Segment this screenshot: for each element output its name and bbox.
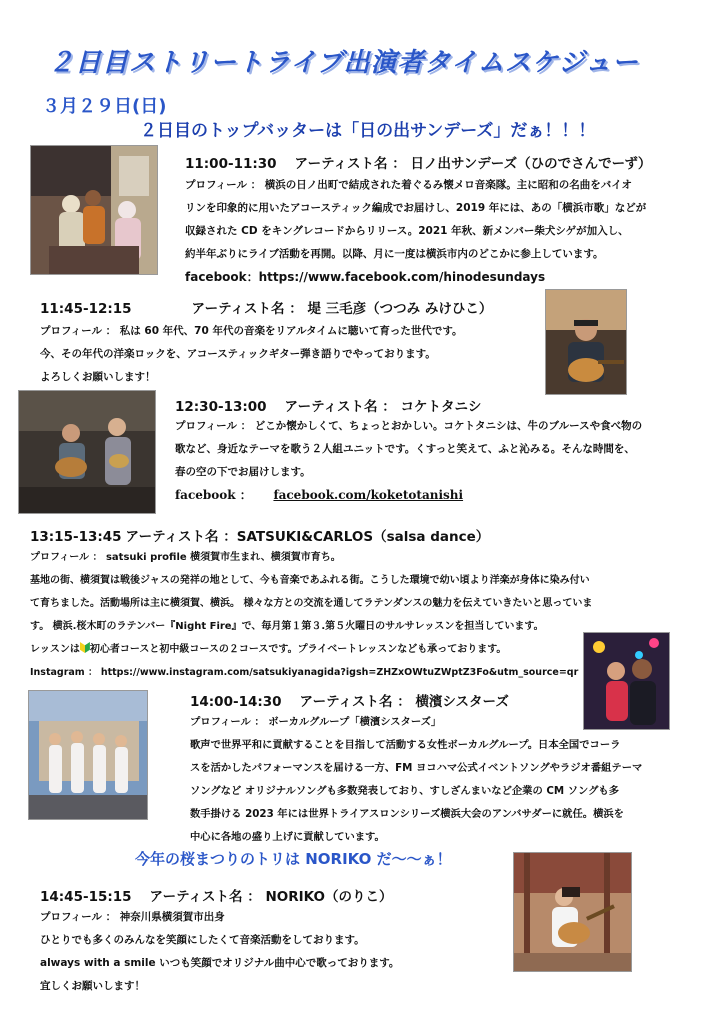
act-6-profile-line: always with a smile いつも笑顔でオリジナル曲中心で歌っております。 <box>40 957 400 969</box>
act-1-profile <box>185 174 646 289</box>
act-3-profile <box>175 415 642 507</box>
act-4-artist: アーティスト名 ：SATSUKI&CARLOS（salsa dance） <box>125 529 490 545</box>
act-6-time: 14:45-15:15 <box>40 889 132 905</box>
act-3-heading <box>175 395 481 415</box>
event-date: ３月２９日(日) <box>42 96 167 117</box>
photo-yokohama-sisters-art <box>29 691 147 819</box>
act-5-profile <box>190 711 642 849</box>
act-4-lesson-text: 初心者コースと初中級コースの２コースです。プライベートレッスンなども承っております。 <box>89 644 507 655</box>
act-5-profile-line: 中心に各地の盛り上げに貢献しています。 <box>190 831 385 843</box>
act-4-profile-line: プロフィール ： satsuki profile 横須賀市生まれ、横須賀市育ち。 <box>30 552 341 563</box>
photo-tsutsumi-mikehiko-art <box>546 290 626 394</box>
act-5-profile-line: 歌声で世界平和に貢献することを目指して活動する女性ボーカルグループ。日本全国でコーラ <box>190 739 621 751</box>
act-4-profile <box>30 546 592 684</box>
act-3-time: 12:30-13:00 <box>175 399 267 415</box>
photo-hinode-sundays-art <box>31 146 157 274</box>
act-2-profile <box>40 320 463 389</box>
finale-heading: 今年の桜まつりのトリは NORIKO だ～～ぁ！ <box>135 850 452 868</box>
act-5-profile-line: プロフィール ： ボーカルグループ「横濱シスターズ」 <box>190 716 442 728</box>
act-3-facebook-link[interactable]: facebook.com/koketotanishi <box>273 488 464 502</box>
act-2-time: 11:45-12:15 <box>40 301 132 317</box>
photo-yokohama-sisters <box>28 690 148 820</box>
act-4-profile-line: 基地の街、横須賀は戦後ジャスの発祥の地として、今も音楽であふれる街。こうした環境で幼い頃より洋楽が身体に染み付い <box>30 575 590 586</box>
act-1-profile-line: プロフィール ： 横浜の日ノ出町で結成された着ぐるみ懐メロ音楽隊。主に昭和の名曲をバイオ <box>185 179 632 191</box>
act-5-profile-line: ソングなど オリジナルソングも多数発表しており、すしざんまいなど企業の CM ソングも多 <box>190 785 620 797</box>
page-title: ２日目ストリートライブ出演者タイムスケジュー <box>48 48 639 78</box>
act-2-profile-line: よろしくお願いします！ <box>40 371 156 383</box>
act-5-heading <box>190 690 509 710</box>
act-3-facebook-label: facebook ： <box>175 488 252 502</box>
act-2-artist: アーティスト名 ： 堤 三毛彦（つつみ みけひこ） <box>191 301 493 317</box>
act-2-heading <box>40 297 492 317</box>
act-3-profile-line: 春の空の下でお届けします。 <box>175 466 311 478</box>
act-3-profile-line: プロフィール ： どこか懐かしくて、ちょっとおかしい。コケトタニシは、牛のブルースや食べ物の <box>175 420 643 432</box>
act-1-profile-line: リンを印象的に用いたアコースティック編成でお届けし、2019 年には、あの「横浜市歌」などが <box>185 202 647 214</box>
act-1-heading <box>185 152 651 172</box>
act-4-lesson-prefix: レッスンは <box>30 644 80 655</box>
act-5-profile-line: スを活かしたパフォーマンスを届ける一方、FM ヨコハマ公式イベントソングやラジオ番組テーマ <box>190 762 643 774</box>
act-1-facebook: facebook：https://www.facebook.com/hinodesundays <box>185 270 546 284</box>
act-4-profile-line: す。 横浜.桜木町のラテンバー『Night Fire』で、毎月第１第３.第５火曜日のサルサレッスンを担当しています。 <box>30 621 544 632</box>
act-5-time: 14:00-14:30 <box>190 694 282 710</box>
photo-koketotanishi <box>18 390 156 514</box>
act-6-profile-line: ひとりでも多くのみんなを笑顔にしたくて音楽活動をしております。 <box>40 934 365 946</box>
act-5-profile-line: 数手掛ける 2023 年には世界トライアスロンシリーズ横浜大会のアンバサダーに就任。横浜を <box>190 808 624 820</box>
act-3-profile-line: 歌など、身近なテーマを歌う２人組ユニットです。くすっと笑えて、ふと沁みる。そんな時間を、 <box>175 443 635 455</box>
photo-tsutsumi-mikehiko <box>545 289 627 395</box>
act-1-artist: アーティスト名 ： 日ノ出サンデーズ（ひのでさんでーず） <box>294 156 652 172</box>
act-5-artist: アーティスト名 ： 横濱シスターズ <box>299 694 509 710</box>
act-6-profile-line: プロフィール ： 神奈川県横須賀市出身 <box>40 911 225 923</box>
act-6-heading <box>40 885 393 905</box>
act-1-time: 11:00-11:30 <box>185 156 277 172</box>
act-4-heading <box>30 525 489 545</box>
act-2-profile-line: 今、その年代の洋楽ロックを、アコースティックギター弾き語りでやっております。 <box>40 348 436 360</box>
beginner-mark-icon <box>80 642 90 653</box>
act-6-artist: アーティスト名 ： NORIKO（のりこ） <box>149 889 393 905</box>
act-6-profile-line: 宜しくお願いします！ <box>40 980 145 992</box>
act-4-profile-line: て育ちました。活動場所は主に横須賀、横浜。 様々な方との交流を通してラテンダンスの魅力を伝えていきたいと思っていま <box>30 598 593 609</box>
act-1-profile-line: 約半年ぶりにライブ活動を再開。以降、月に一度は横浜市内のどこかに参上しています。 <box>185 248 604 260</box>
top-batter-heading: ２日目のトップバッターは「日の出サンデーズ」だぁ！！！ <box>140 121 596 141</box>
act-2-profile-line: プロフィール ： 私は 60 年代、70 年代の音楽をリアルタイムに聴いて育った世代です。 <box>40 325 463 337</box>
act-4-time: 13:15-13:45 <box>30 529 122 545</box>
act-1-profile-line: 収録された CD をキングレコードからリリース。2021 年秋、新メンバー柴犬シゲが加入し、 <box>185 225 629 237</box>
photo-noriko <box>513 852 632 972</box>
photo-koketotanishi-art <box>19 391 155 513</box>
photo-noriko-art <box>514 853 631 971</box>
act-3-artist: アーティスト名 ： コケトタニシ <box>284 399 482 415</box>
act-6-profile <box>40 906 399 998</box>
act-4-instagram: Instagram ： https://www.instagram.com/satsukiyanagida?igsh=ZHZxOWtuZWptZ3Fo&utm_source=qr <box>30 667 579 678</box>
photo-hinode-sundays <box>30 145 158 275</box>
